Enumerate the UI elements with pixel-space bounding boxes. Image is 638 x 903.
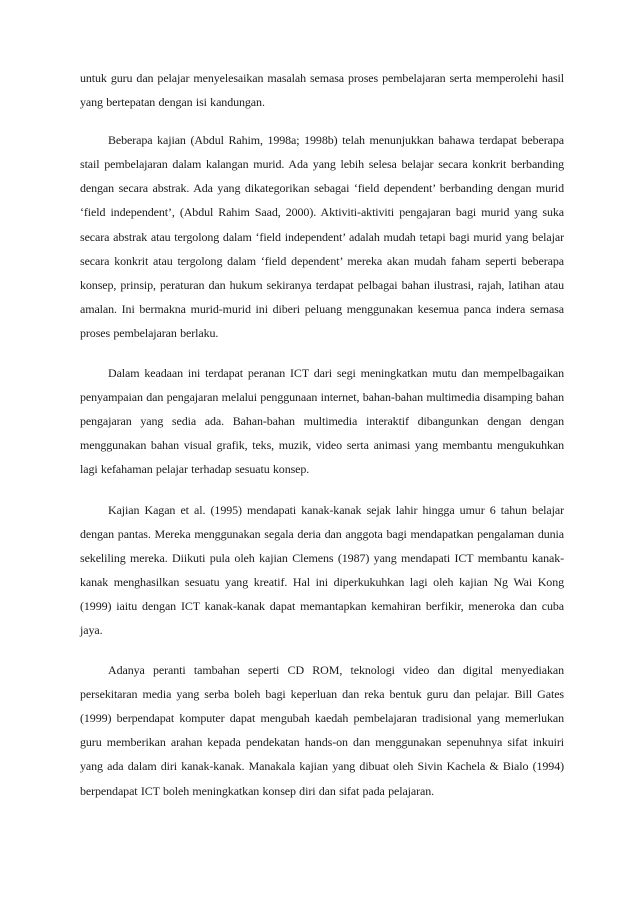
paragraph-kagan-study: Kajian Kagan et al. (1995) mendapati kanak-kanak sejak lahir hingga umur 6 tahun belajar dengan pantas. Mereka menggunakan segala deria dan anggota bagi mendapatkan pengalaman dunia sekeliling mereka. Diikuti pula oleh kajian Clemens (1987) yang mendapati ICT membantu kanak-kanak menghasilkan sesuatu yang kreatif. Hal ini diperkukuhkan lagi oleh kajian Ng Wai Kong (1999) iaitu dengan ICT kanak-kanak dapat memantapkan kemahiran berfikir, meneroka dan cuba jaya. <box>80 502 564 637</box>
paragraph-continuation: untuk guru dan pelajar menyelesaikan masalah semasa proses pembelajaran serta memperolehi hasil yang bertepatan dengan isi kandungan. <box>80 71 564 110</box>
paragraph-ict-role: Dalam keadaan ini terdapat peranan ICT dari segi meningkatkan mutu dan mempelbagaikan penyampaian dan pengajaran melalui penggunaan internet, bahan-bahan multimedia disamping bahan pengajaran yang sedia ada. Bahan-bahan multimedia interaktif dibangunkan dengan dengan menggunakan bahan visual grafik, teks, muzik, video serta animasi yang membantu mengukuhkan lagi kefahaman pelajar terhadap sesuatu konsep. <box>80 366 564 477</box>
paragraph-peripherals: Adanya peranti tambahan seperti CD ROM, teknologi video dan digital menyediakan persekitaran media yang serba boleh bagi keperluan dan reka bentuk guru dan pelajar. Bill Gates (1999) berpendapat komputer dapat mengubah kaedah pembelajaran tradisional yang memerlukan guru memberikan arahan kepada pendekatan hands-on dan menggunakan sepenuhnya sifat inkuiri yang ada dalam diri kanak-kanak. Manakala kajian yang dibuat oleh Sivin Kachela & Bialo (1994) berpendapat ICT boleh meningkatkan konsep diri dan sifat pada pelajaran. <box>80 663 564 798</box>
paragraph-learning-styles: Beberapa kajian (Abdul Rahim, 1998a; 1998b) telah menunjukkan bahawa terdapat beberapa stail pembelajaran dalam kalangan murid. Ada yang lebih selesa belajar secara konkrit berbanding dengan secara abstrak. Ada yang dikategorikan sebagai ‘field dependent’ berbanding dengan murid ‘field independent’, (Abdul Rahim Saad, 2000). Aktiviti-aktiviti pengajaran bagi murid yang suka secara abstrak atau tergolong dalam ‘field independent’ adalah mudah tetapi bagi murid yang belajar secara konkrit atau tergolong dalam ‘field dependent’ mereka akan mudah faham seperti beberapa konsep, prinsip, peraturan dan hukum sekiranya terdapat pelbagai bahan ilustrasi, rajah, latihan atau amalan. Ini bermakna murid-murid ini diberi peluang menggunakan kesemua panca indera semasa proses pembelajaran berlaku. <box>80 133 564 340</box>
document-page <box>80 66 564 819</box>
